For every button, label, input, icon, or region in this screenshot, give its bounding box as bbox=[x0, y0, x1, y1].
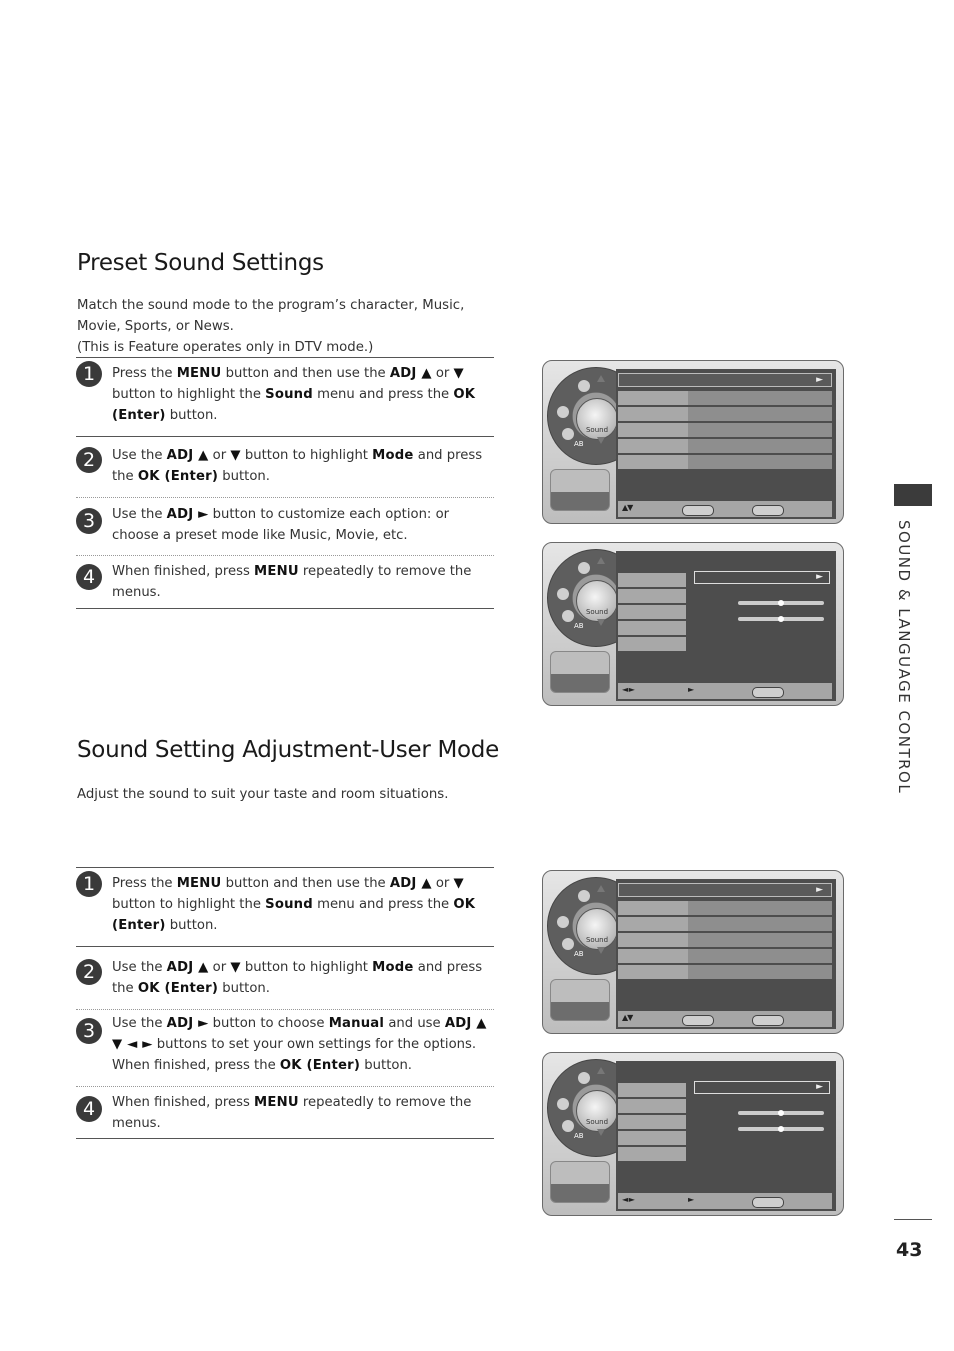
menu-row-label bbox=[618, 439, 688, 453]
menu-pill bbox=[752, 687, 784, 698]
osd-screen-mode bbox=[542, 542, 844, 706]
key-label: ADJ ▲ ▼ ◄ ► bbox=[112, 1016, 487, 1052]
step-text: button. bbox=[218, 981, 270, 996]
option-row bbox=[618, 637, 686, 651]
menu-row-value bbox=[688, 949, 832, 963]
key-label: OK (Enter) bbox=[112, 897, 476, 933]
step-text: or bbox=[208, 448, 231, 463]
step-text: menu and press the bbox=[312, 387, 454, 402]
picture-icon bbox=[578, 380, 590, 392]
menu-row-label bbox=[618, 949, 688, 963]
key-label: OK (Enter) bbox=[137, 469, 219, 484]
ab-label: AB bbox=[574, 440, 584, 448]
leftright-nav: ◄ ► bbox=[622, 1195, 634, 1204]
key-label: ▼ bbox=[453, 876, 464, 891]
key-label: MENU bbox=[176, 876, 222, 891]
osd-panel bbox=[616, 551, 836, 701]
menu-pad bbox=[550, 469, 610, 511]
section-intro-user-mode: Adjust the sound to suit your taste and room situations. bbox=[77, 787, 449, 802]
option-row bbox=[618, 621, 686, 635]
sound-knob bbox=[576, 398, 618, 440]
menu-row-value bbox=[688, 439, 832, 453]
slider-thumb bbox=[778, 616, 784, 622]
step-text: or bbox=[431, 876, 454, 891]
audio-icon bbox=[557, 1098, 569, 1110]
osd-screen-mode-2 bbox=[542, 1052, 844, 1216]
page-rule bbox=[894, 1219, 932, 1220]
down-arrow-icon bbox=[597, 947, 605, 954]
sound-knob bbox=[576, 580, 618, 622]
key-label: OK (Enter) bbox=[137, 981, 219, 996]
step-3 bbox=[76, 498, 494, 556]
right-arrow-icon: ► bbox=[816, 885, 823, 895]
slider-2 bbox=[738, 1127, 824, 1131]
step-text: button to highlight the bbox=[112, 897, 266, 912]
menu-row-label bbox=[618, 407, 688, 421]
sound-knob bbox=[576, 908, 618, 950]
picture-icon bbox=[578, 1072, 590, 1084]
ok-pill bbox=[682, 1015, 714, 1026]
key-label: ADJ ▲ bbox=[389, 366, 432, 381]
updown-nav: ▲▼ bbox=[622, 1013, 633, 1022]
key-label: MENU bbox=[176, 366, 222, 381]
step-text: button and then use the bbox=[221, 876, 390, 891]
menu-pad bbox=[550, 979, 610, 1021]
page-number: 43 bbox=[896, 1239, 923, 1261]
time-icon bbox=[562, 428, 574, 440]
option-row bbox=[618, 605, 686, 619]
step-text: When finished, press bbox=[112, 564, 255, 579]
slider-thumb bbox=[778, 600, 784, 606]
option-row bbox=[618, 1083, 686, 1097]
menu-pill bbox=[752, 1015, 784, 1026]
step-text: Use the bbox=[112, 1016, 167, 1031]
step-2 bbox=[76, 437, 494, 498]
menu-pill bbox=[752, 505, 784, 516]
key-label: Mode bbox=[372, 960, 414, 975]
slider-1 bbox=[738, 1111, 824, 1115]
updown-nav: ▲▼ bbox=[622, 503, 633, 512]
audio-icon bbox=[557, 588, 569, 600]
menu-row-value bbox=[688, 423, 832, 437]
picture-icon bbox=[578, 562, 590, 574]
osd-panel bbox=[616, 369, 836, 519]
key-label: ADJ ► bbox=[166, 507, 209, 522]
menu-row-value bbox=[688, 901, 832, 915]
step-number: 4 bbox=[76, 1096, 102, 1122]
osd-header bbox=[618, 373, 832, 387]
osd-panel bbox=[616, 879, 836, 1029]
key-label: ADJ ▲ bbox=[389, 876, 432, 891]
mode-selector bbox=[694, 571, 830, 584]
key-label: OK (Enter) bbox=[279, 1058, 361, 1073]
knob-label: Sound bbox=[585, 936, 609, 944]
step-text: and press the bbox=[112, 960, 483, 996]
key-label: Manual bbox=[328, 1016, 385, 1031]
step-text: button to highlight bbox=[240, 448, 373, 463]
menu-row-label bbox=[618, 455, 688, 469]
mode-selector bbox=[694, 1081, 830, 1094]
ab-label: AB bbox=[574, 1132, 584, 1140]
step-text: button. bbox=[165, 918, 218, 933]
step-text: and press the bbox=[112, 448, 483, 484]
step-text: Press the bbox=[112, 876, 177, 891]
osd-header bbox=[618, 883, 832, 897]
down-arrow-icon bbox=[597, 437, 605, 444]
step-text: repeatedly to remove the menus. bbox=[112, 564, 472, 600]
option-row bbox=[618, 1099, 686, 1113]
step-text: button. bbox=[218, 469, 270, 484]
key-label: MENU bbox=[254, 1095, 299, 1110]
osd-footer bbox=[618, 501, 832, 517]
menu-row-label bbox=[618, 965, 688, 979]
menu-row-value bbox=[688, 965, 832, 979]
step-number: 2 bbox=[76, 447, 102, 473]
knob-label: Sound bbox=[585, 608, 609, 616]
step-text: Press the bbox=[112, 366, 177, 381]
right-arrow-icon: ► bbox=[816, 572, 823, 582]
menu-row-label bbox=[618, 933, 688, 947]
step-text: buttons to set your own settings for the options. When finished, press the bbox=[112, 1037, 477, 1073]
right-arrow-icon: ► bbox=[816, 375, 823, 385]
step-text: or bbox=[208, 960, 231, 975]
right-arrow-icon: ► bbox=[688, 1195, 694, 1204]
ab-label: AB bbox=[574, 622, 584, 630]
leftright-nav: ◄ ► bbox=[622, 685, 634, 694]
menu-row-value bbox=[688, 455, 832, 469]
osd-footer bbox=[618, 683, 832, 699]
menu-pad bbox=[550, 651, 610, 693]
key-label: ADJ ▲ bbox=[166, 448, 209, 463]
intro-line: Movie, Sports, or News. bbox=[77, 319, 234, 334]
section-title-user-mode: Sound Setting Adjustment-User Mode bbox=[77, 737, 499, 763]
osd-panel bbox=[616, 1061, 836, 1211]
step-number: 1 bbox=[76, 871, 102, 897]
slider-thumb bbox=[778, 1110, 784, 1116]
key-label: Sound bbox=[265, 897, 313, 912]
time-icon bbox=[562, 1120, 574, 1132]
right-arrow-icon: ► bbox=[688, 685, 694, 694]
picture-icon bbox=[578, 890, 590, 902]
step-text: Use the bbox=[112, 507, 167, 522]
step-text: When finished, press bbox=[112, 1095, 255, 1110]
audio-icon bbox=[557, 406, 569, 418]
key-label: ▼ bbox=[230, 448, 241, 463]
knob-label: Sound bbox=[585, 1118, 609, 1126]
steps-list-user-mode bbox=[76, 867, 494, 1139]
section-title-preset: Preset Sound Settings bbox=[77, 250, 324, 276]
right-arrow-icon: ► bbox=[816, 1082, 823, 1092]
step-3 bbox=[76, 1010, 494, 1087]
step-4 bbox=[76, 1087, 494, 1138]
step-text: button to customize each option: or choose a preset mode like Music, Movie, etc. bbox=[112, 507, 450, 543]
osd-footer bbox=[618, 1193, 832, 1209]
menu-pill bbox=[752, 1197, 784, 1208]
menu-row-value bbox=[688, 917, 832, 931]
step-text: button. bbox=[165, 408, 218, 423]
audio-icon bbox=[557, 916, 569, 928]
up-arrow-icon bbox=[597, 375, 605, 382]
ok-pill bbox=[682, 505, 714, 516]
section-intro-preset bbox=[77, 295, 497, 358]
step-4 bbox=[76, 556, 494, 608]
option-row bbox=[618, 1147, 686, 1161]
up-arrow-icon bbox=[597, 885, 605, 892]
ab-label: AB bbox=[574, 950, 584, 958]
step-1 bbox=[76, 358, 494, 437]
step-text: button. bbox=[360, 1058, 412, 1073]
key-label: MENU bbox=[254, 564, 299, 579]
step-number: 1 bbox=[76, 361, 102, 387]
step-text: button to highlight the bbox=[112, 387, 266, 402]
key-label: Sound bbox=[265, 387, 313, 402]
step-text: button and then use the bbox=[221, 366, 390, 381]
osd-footer bbox=[618, 1011, 832, 1027]
option-row bbox=[618, 1131, 686, 1145]
menu-row-label bbox=[618, 901, 688, 915]
key-label: ▼ bbox=[230, 960, 241, 975]
step-text: Use the bbox=[112, 448, 167, 463]
menu-row-label bbox=[618, 423, 688, 437]
up-arrow-icon bbox=[597, 557, 605, 564]
chapter-tab bbox=[894, 484, 932, 506]
slider-1 bbox=[738, 601, 824, 605]
osd-screen-menu-2 bbox=[542, 870, 844, 1034]
step-text: repeatedly to remove the menus. bbox=[112, 1095, 472, 1131]
key-label: Mode bbox=[372, 448, 414, 463]
menu-row-value bbox=[688, 391, 832, 405]
step-number: 3 bbox=[76, 508, 102, 534]
chapter-label: SOUND & LANGUAGE CONTROL bbox=[895, 520, 913, 795]
step-text: button to highlight bbox=[240, 960, 373, 975]
step-number: 4 bbox=[76, 564, 102, 590]
slider-thumb bbox=[778, 1126, 784, 1132]
menu-row-value bbox=[688, 407, 832, 421]
key-label: ▼ bbox=[453, 366, 464, 381]
down-arrow-icon bbox=[597, 1129, 605, 1136]
step-text: and use bbox=[384, 1016, 445, 1031]
key-label: ADJ ▲ bbox=[166, 960, 209, 975]
step-text: button to choose bbox=[208, 1016, 329, 1031]
up-arrow-icon bbox=[597, 1067, 605, 1074]
key-label: ADJ ► bbox=[166, 1016, 209, 1031]
step-text: Use the bbox=[112, 960, 167, 975]
menu-row-value bbox=[688, 933, 832, 947]
step-text: menu and press the bbox=[312, 897, 454, 912]
down-arrow-icon bbox=[597, 619, 605, 626]
steps-list-preset bbox=[76, 357, 494, 609]
menu-pad bbox=[550, 1161, 610, 1203]
time-icon bbox=[562, 938, 574, 950]
step-number: 2 bbox=[76, 959, 102, 985]
time-icon bbox=[562, 610, 574, 622]
option-row bbox=[618, 589, 686, 603]
osd-screen-menu bbox=[542, 360, 844, 524]
step-1 bbox=[76, 868, 494, 947]
sound-knob bbox=[576, 1090, 618, 1132]
option-row bbox=[618, 573, 686, 587]
menu-row-label bbox=[618, 391, 688, 405]
knob-label: Sound bbox=[585, 426, 609, 434]
step-2 bbox=[76, 947, 494, 1010]
key-label: OK (Enter) bbox=[112, 387, 476, 423]
slider-2 bbox=[738, 617, 824, 621]
option-row bbox=[618, 1115, 686, 1129]
menu-row-label bbox=[618, 917, 688, 931]
intro-line: Match the sound mode to the program’s character, Music, bbox=[77, 298, 465, 313]
step-text: or bbox=[431, 366, 454, 381]
intro-line: (This is Feature operates only in DTV mode.) bbox=[77, 340, 374, 355]
step-number: 3 bbox=[76, 1018, 102, 1044]
